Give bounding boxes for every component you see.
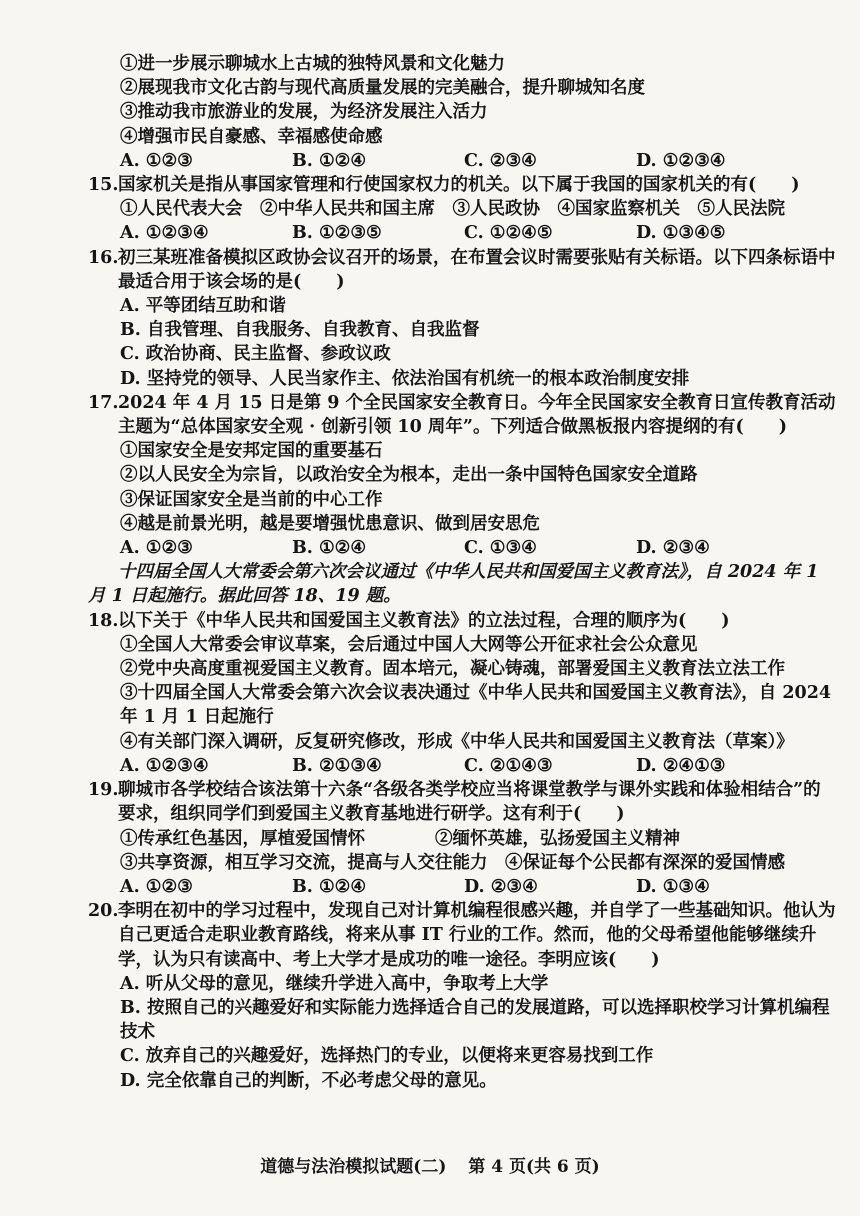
q20-number: 20. — [88, 901, 119, 922]
q17-item-4: ④越是前景光明，越是要增强忧患意识、做到居安思危 — [120, 513, 540, 534]
q18-options — [88, 754, 838, 778]
page-footer — [0, 1152, 860, 1177]
q18-option-b: B. ②①③④ — [292, 755, 382, 776]
q19-stem-row — [88, 778, 838, 826]
q20-option-a: A. 听从父母的意见，继续升学进入高中，争取考上大学 — [120, 973, 549, 994]
q18-item-3: ③十四届全国人大常委会第六次会议表决通过《中华人民共和国爱国主义教育法》，自 2024 年 1 月 1 日起施行 — [120, 683, 832, 728]
q14-item-1: ①进一步展示聊城水上古城的独特风景和文化魅力 — [120, 54, 505, 74]
q14-option-a: A. ①②③ — [120, 150, 193, 171]
q20-stem-row — [88, 899, 838, 972]
q14-option-d: D. ①②③④ — [636, 150, 726, 171]
q17-item-3: ③保证国家安全是当前的中心工作 — [120, 489, 383, 510]
q17-item-1: ①国家安全是安邦定国的重要基石 — [120, 441, 383, 462]
q19-options — [88, 875, 838, 899]
q15-block — [88, 173, 838, 246]
q19-items-row-1: ①传承红色基因，厚植爱国情怀 ②缅怀英雄，弘扬爱国主义精神 — [120, 828, 680, 849]
q18-number: 18. — [88, 610, 119, 631]
page-content — [88, 52, 838, 1093]
q19-block — [88, 778, 838, 899]
q14-item-2: ②展现我市文化古韵与现代高质量发展的完美融合，提升聊城知名度 — [120, 78, 645, 99]
q18-option-c: C. ②①④③ — [464, 755, 553, 776]
q19-option-a: A. ①②③ — [120, 876, 193, 897]
q19-stem: 聊城市各学校结合该法第十六条“各级各类学校应当将课堂教学与课外实践和体验相结合”的要求，组织同学们到爱国主义教育基地进行研学。这有利于( ) — [118, 780, 821, 825]
q16-number: 16. — [88, 247, 119, 268]
q18-stem-row — [88, 609, 838, 633]
q18-option-a: A. ①②③④ — [120, 755, 209, 776]
q19-number: 19. — [88, 780, 119, 801]
q18-item-1: ①全国人大常委会审议草案，会后通过中国人大网等公开征求社会公众意见 — [120, 634, 698, 655]
q15-option-d: D. ①③④⑤ — [636, 223, 726, 244]
q14-block — [88, 52, 838, 173]
q17-option-a: A. ①②③ — [120, 538, 193, 559]
q17-number: 17. — [88, 392, 119, 413]
q19-option-d: D. ①③④ — [636, 876, 710, 897]
q15-options — [88, 221, 838, 245]
q16-block — [88, 246, 838, 391]
q18-item-2: ②党中央高度重视爱国主义教育。固本培元，凝心铸魂，部署爱国主义教育法立法工作 — [120, 659, 785, 680]
q17-block — [88, 391, 838, 560]
q16-option-a: A. 平等团结互助和谐 — [120, 296, 286, 317]
q20-stem: 李明在初中的学习过程中，发现自己对计算机编程很感兴趣，并自学了一些基础知识。他认为自己更适合走职业教育路线，将来从事 IT 行业的工作。然而，他的父母希望他能够继续升学，认为只有读高中、考上大学才是成功的唯一途径。李明应该( ) — [118, 901, 836, 970]
q17-option-c: C. ①③④ — [464, 538, 537, 559]
q18-item-4: ④有关部门深入调研，反复研究修改，形成《中华人民共和国爱国主义教育法（草案）》 — [120, 731, 794, 752]
q18-option-d: D. ②④①③ — [636, 755, 726, 776]
q15-stem-row — [88, 173, 838, 197]
q20-option-b: B. 按照自己的兴趣爱好和实际能力选择适合自己的发展道路，可以选择职校学习计算机编程技术 — [120, 997, 830, 1043]
q17-stem: 2024 年 4 月 15 日是第 9 个全民国家安全教育日。今年全民国家安全教育日宣传教育活动主题为“总体国家安全观 · 创新引领 10 周年”。下列适合做黑板报内容提纲的有( ) — [118, 392, 836, 438]
q16-stem-row — [88, 246, 838, 294]
q14-options — [88, 149, 838, 173]
q15-stem: 国家机关是指从事国家管理和行使国家权力的机关。以下属于我国的国家机关的有( ) — [118, 175, 800, 196]
q17-options — [88, 536, 838, 560]
q15-number: 15. — [88, 175, 119, 196]
q19-items-row-2: ③共享资源，相互学习交流，提高与人交往能力 ④保证每个公民都有深深的爱国情感 — [120, 852, 785, 873]
q18-stem: 以下关于《中华人民共和国爱国主义教育法》的立法过程，合理的顺序为( ) — [118, 610, 730, 631]
q15-option-b: B. ①②③⑤ — [292, 223, 382, 244]
footer-subject: 道德与法治模拟试题(二) — [260, 1157, 447, 1177]
q19-option-c: D. ②③④ — [464, 876, 538, 897]
q14-option-c: C. ②③④ — [464, 150, 537, 171]
footer-page-number: 第 4 页(共 6 页) — [468, 1157, 600, 1177]
q17-option-d: D. ②③④ — [636, 538, 710, 559]
q16-option-d: D. 坚持党的领导、人民当家作主、依法治国有机统一的根本政治制度安排 — [120, 368, 690, 389]
q16-option-c: C. 政治协商、民主监督、参政议政 — [120, 344, 391, 365]
q15-option-c: C. ①②④⑤ — [464, 223, 553, 244]
q20-option-c: C. 放弃自己的兴趣爱好，选择热门的专业，以便将来更容易找到工作 — [120, 1046, 654, 1067]
reading-passage: 十四届全国人大常委会第六次会议通过《中华人民共和国爱国主义教育法》，自 2024 年 1 月 1 日起施行。据此回答 18、19 题。 — [88, 562, 819, 607]
q15-option-a: A. ①②③④ — [120, 223, 209, 244]
q19-option-b: B. ①②④ — [292, 876, 367, 897]
q20-option-d: D. 完全依靠自己的判断，不必考虑父母的意见。 — [120, 1070, 497, 1091]
q16-option-b: B. 自我管理、自我服务、自我教育、自我监督 — [120, 320, 480, 341]
q17-stem-row — [88, 391, 838, 439]
q20-block — [88, 899, 838, 1093]
q15-items: ①人民代表大会 ②中华人民共和国主席 ③人民政协 ④国家监察机关 ⑤人民法院 — [120, 199, 785, 220]
q14-item-4: ④增强市民自豪感、幸福感使命感 — [120, 126, 383, 147]
q18-block — [88, 609, 838, 778]
q17-item-2: ②以人民安全为宗旨，以政治安全为根本，走出一条中国特色国家安全道路 — [120, 465, 698, 486]
q17-option-b: B. ①②④ — [292, 538, 367, 559]
q16-stem: 初三某班准备模拟区政协会议召开的场景，在布置会议时需要张贴有关标语。以下四条标语中最适合用于该会场的是( ) — [118, 247, 836, 292]
q14-item-3: ③推动我市旅游业的发展，为经济发展注入活力 — [120, 102, 488, 123]
q14-option-b: B. ①②④ — [292, 150, 367, 171]
